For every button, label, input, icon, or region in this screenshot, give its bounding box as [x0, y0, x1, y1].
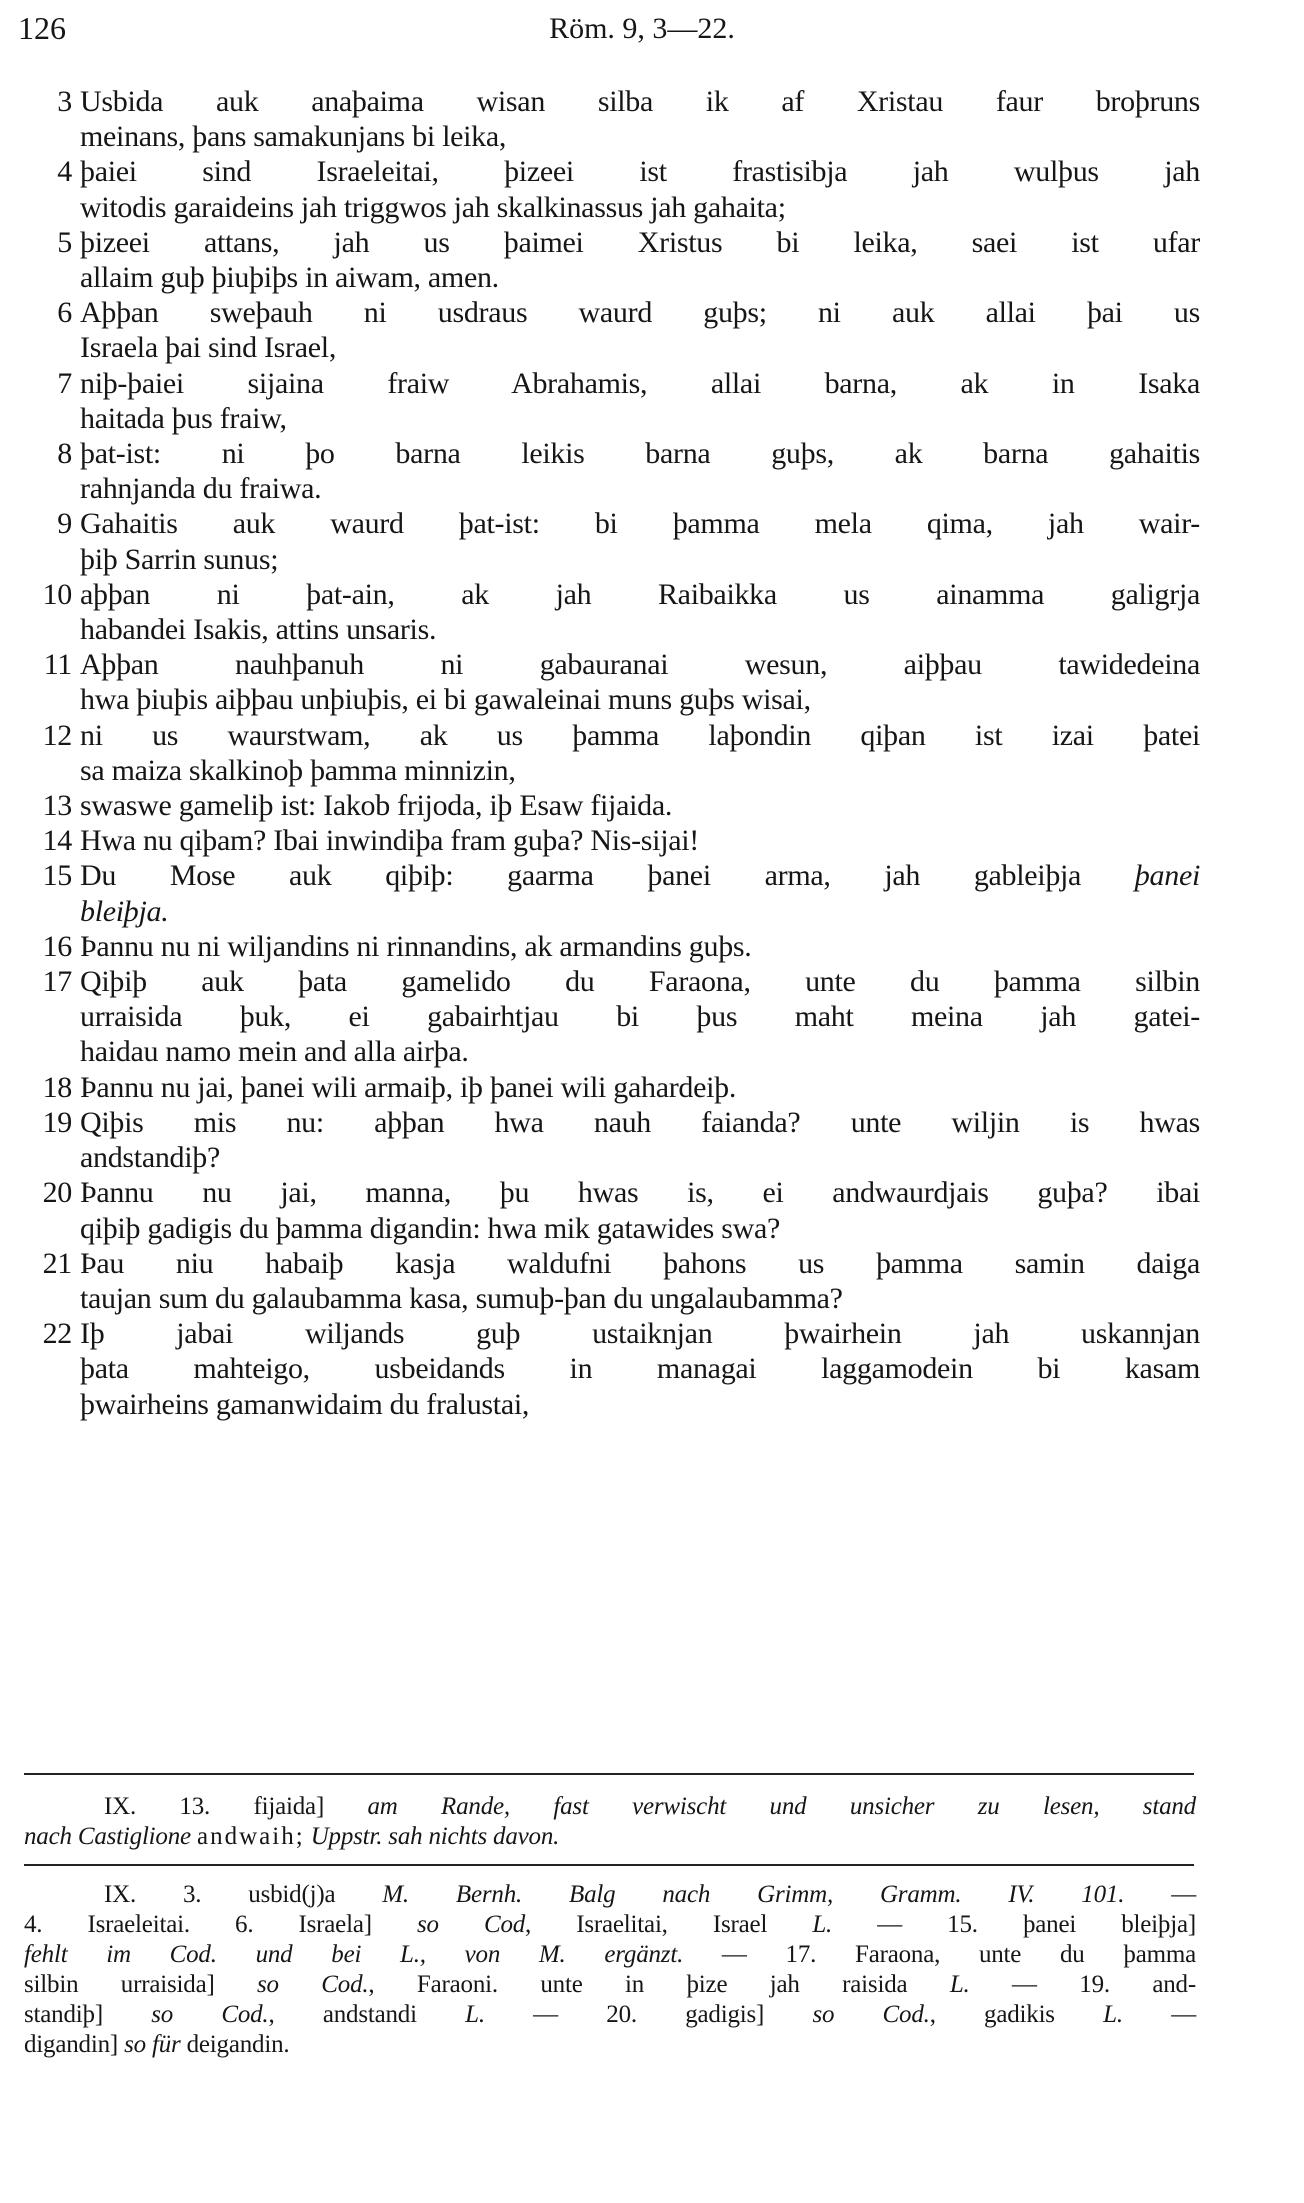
- footnote-2-line: [24, 2000, 1196, 2030]
- verse-line-text: Qiþis mis nu: aþþan hwa nauh faianda? unte wiljin is hwas: [80, 1105, 1200, 1139]
- verse-line-text: Israela þai sind Israel,: [80, 331, 337, 365]
- verse-line: [80, 436, 1200, 471]
- verse-line: [80, 1140, 1200, 1175]
- verse-line: [80, 1105, 1200, 1140]
- verse-16: [30, 929, 1200, 964]
- footnote-text: — 20. gadigis]: [484, 2001, 813, 2028]
- footnote-text: — 17. Faraona, unte du þamma: [683, 1941, 1196, 1968]
- verse-line-text: rahnjanda du fraiwa.: [80, 472, 322, 506]
- footnote-italic: so für: [124, 2031, 181, 2058]
- verse-line: [80, 471, 1200, 506]
- verse-line-text: witodis garaideins jah triggwos jah skalkinassus jah gahaita;: [80, 190, 786, 224]
- footnote-1-line-1: [24, 1792, 1196, 1822]
- verse-19: [30, 1105, 1200, 1175]
- verse-line: [80, 1211, 1200, 1246]
- verse-number: 3: [57, 85, 72, 118]
- verse-line-text: Du Mose auk qiþiþ: gaarma þanei arma, jah gableiþja: [80, 859, 1082, 893]
- verse-number: 22: [42, 1317, 72, 1351]
- footnote-text: , Israelitai, Israel: [525, 1911, 813, 1938]
- verse-line: [80, 718, 1200, 753]
- verse-8: [30, 436, 1200, 506]
- verse-line: [80, 1387, 1200, 1422]
- verse-line-text: taujan sum du galaubamma kasa, sumuþ-þan du ungalaubamma?: [80, 1281, 843, 1315]
- verse-line-text: allaim guþ þiuþiþs in aiwam, amen.: [80, 261, 499, 295]
- verse-line: [80, 330, 1200, 365]
- footnote-text: silbin urraisida]: [24, 1971, 258, 1998]
- footnote-text: deigandin.: [180, 2031, 290, 2058]
- footnote-2-line: [24, 1880, 1196, 1910]
- verse-line: [80, 999, 1200, 1034]
- footnote-italic: L.: [949, 1971, 970, 1998]
- verse-number: 10: [42, 577, 72, 611]
- verse-line-text: Qiþiþ auk þata gamelido du Faraona, unte du þamma silbin: [80, 965, 1200, 999]
- verse-line-text: haitada þus fraiw,: [80, 401, 287, 435]
- footnote-rule-2: [24, 1864, 1194, 1866]
- verse-number: 8: [57, 437, 72, 471]
- footnote-text: , gadikis: [929, 2001, 1104, 2028]
- footnote-1-ref: IX. 13. fijaida]: [104, 1793, 325, 1820]
- verse-italic: þanei: [1134, 859, 1200, 893]
- verse-line-text: Þannu nu jai, manna, þu hwas is, ei andwaurdjais guþa? ibai: [80, 1176, 1200, 1210]
- verse-line: [80, 964, 1200, 999]
- verse-line: [80, 1246, 1200, 1281]
- verse-line-text: habandei Isakis, attins unsaris.: [80, 613, 437, 647]
- verse-line: [80, 295, 1200, 330]
- verse-line-text: Aþþan nauhþanuh ni gabauranai wesun, aiþþau tawidedeina: [80, 648, 1200, 682]
- verse-line: [80, 823, 1200, 858]
- footnote-1-italic-2: nach Castiglione: [24, 1823, 191, 1850]
- verse-number: 11: [43, 648, 72, 682]
- verse-20: [30, 1175, 1200, 1245]
- verse-number: 9: [57, 507, 72, 541]
- footnote-2-line: [24, 2030, 1196, 2060]
- footnote-italic: fehlt im Cod. und bei L., von M. ergänzt.: [24, 1941, 684, 1968]
- verse-9: [30, 506, 1200, 576]
- verse-line: [80, 753, 1200, 788]
- footnote-italic: L.: [465, 2001, 485, 2028]
- running-title: [0, 12, 1304, 46]
- verse-body: [30, 84, 1200, 1422]
- footnote-2-line: [24, 1910, 1196, 1940]
- verse-line-text: bleiþja.: [80, 894, 169, 928]
- verse-line-text: þata mahteigo, usbeidands in managai laggamodein bi kasam: [80, 1352, 1200, 1386]
- footnote-text: — 19. and-: [969, 1971, 1196, 1998]
- verse-line: [80, 788, 1200, 823]
- footnote-1-plain: andwaih;: [197, 1823, 305, 1850]
- footnote-2-line: [24, 1940, 1196, 1970]
- footnote-text: 4. Israeleitai. 6. Israela]: [24, 1911, 417, 1938]
- footnote-italic: so Cod: [417, 1911, 526, 1938]
- verse-7: [30, 366, 1200, 436]
- running-title-text: Röm. 9, 3—22.: [549, 12, 735, 45]
- verse-line: [80, 1070, 1200, 1105]
- verse-number: 19: [42, 1105, 72, 1139]
- verse-line: [80, 858, 1200, 893]
- verse-number: 16: [42, 929, 72, 963]
- verse-number: 17: [42, 965, 72, 999]
- verse-line: [80, 154, 1200, 189]
- verse-line-text: swaswe gameliþ ist: Iakob frijoda, iþ Esaw fijaida.: [80, 789, 673, 823]
- footnote-1-line-2: [24, 1822, 1196, 1852]
- verse-line-text: Þau niu habaiþ kasja waldufni þahons us þamma samin daiga: [80, 1246, 1200, 1280]
- verse-number: 12: [42, 718, 72, 752]
- footnote-1-italic-3: Uppstr. sah nichts davon.: [310, 1823, 560, 1850]
- verse-line-text: þizeei attans, jah us þaimei Xristus bi leika, saei ist ufar: [80, 225, 1200, 259]
- footnote-italic: L.: [1103, 2001, 1123, 2028]
- footnote-text: , Faraoni. unte in þize jah raisida: [368, 1971, 950, 1998]
- footnote-text: standiþ]: [24, 2001, 152, 2028]
- verse-line: [80, 577, 1200, 612]
- verse-15: [30, 858, 1200, 928]
- footnote-1: [24, 1792, 1196, 1852]
- verse-number: 20: [42, 1176, 72, 1210]
- verse-line-text: Usbida auk anaþaima wisan silba ik af Xristau faur broþruns: [80, 85, 1200, 118]
- verse-line-text: niþ-þaiei sijaina fraiw Abrahamis, allai barna, ak in Isaka: [80, 366, 1200, 400]
- footnote-rule-1: [24, 1773, 1194, 1775]
- verse-line-text: Hwa nu qiþam? Ibai inwindiþa fram guþa? Nis-sijai!: [80, 824, 699, 858]
- verse-line-text: urraisida þuk, ei gabairhtjau bi þus maht meina jah gatei-: [80, 1000, 1200, 1034]
- verse-line-text: Aþþan sweþauh ni usdraus waurd guþs; ni auk allai þai us: [80, 296, 1200, 330]
- footnote-2-line: [24, 1970, 1196, 2000]
- verse-14: [30, 823, 1200, 858]
- verse-line: [80, 894, 1200, 929]
- verse-line: [80, 1175, 1200, 1210]
- verse-line: [80, 647, 1200, 682]
- verse-number: 15: [42, 859, 72, 893]
- verse-4: [30, 154, 1200, 224]
- verse-line: [80, 119, 1200, 154]
- verse-line: [80, 225, 1200, 260]
- verse-line-text: haidau namo mein and alla airþa.: [80, 1035, 469, 1069]
- verse-number: 4: [57, 155, 72, 189]
- footnote-1-italic-1: am Rande, fast verwischt und unsicher zu lesen, stand: [367, 1793, 1196, 1820]
- verse-22: [30, 1316, 1200, 1422]
- verse-18: [30, 1070, 1200, 1105]
- verse-line-text: Iþ jabai wiljands guþ ustaiknjan þwairhein jah uskannjan: [80, 1317, 1200, 1351]
- verse-number: 14: [42, 824, 72, 858]
- footnote-text: , andstandi: [268, 2001, 466, 2028]
- verse-line-text: qiþiþ gadigis du þamma digandin: hwa mik gatawides swa?: [80, 1211, 781, 1245]
- footnote-text: — 15. þanei bleiþja]: [832, 1911, 1196, 1938]
- verse-number: 21: [42, 1246, 72, 1280]
- verse-line: [80, 929, 1200, 964]
- footnote-text: —: [1124, 1881, 1196, 1908]
- verse-number: 13: [42, 789, 72, 823]
- verse-line-text: þaiei sind Israeleitai, þizeei ist frastisibja jah wulþus jah: [80, 155, 1200, 189]
- footnote-italic: M. Bernh. Balg nach Grimm, Gramm. IV. 101.: [382, 1881, 1125, 1908]
- verse-line-text: hwa þiuþis aiþþau unþiuþis, ei bi gawaleinai muns guþs wisai,: [80, 683, 811, 717]
- verse-line-text: sa maiza skalkinoþ þamma minnizin,: [80, 753, 516, 787]
- verse-line: [80, 1034, 1200, 1069]
- verse-11: [30, 647, 1200, 717]
- verse-line: [80, 366, 1200, 401]
- verse-line-text: meinans, þans samakunjans bi leika,: [80, 120, 507, 154]
- footnote-italic: L.: [812, 1911, 833, 1938]
- verse-number: 18: [42, 1070, 72, 1104]
- verse-line: [80, 542, 1200, 577]
- verse-line: [80, 84, 1200, 119]
- verse-line-text: aþþan ni þat-ain, ak jah Raibaikka us ainamma galigrja: [80, 577, 1200, 611]
- verse-line-text: ni us waurstwam, ak us þamma laþondin qiþan ist izai þatei: [80, 718, 1200, 752]
- verse-line: [80, 1351, 1200, 1386]
- verse-line-text: þiþ Sarrin sunus;: [80, 542, 279, 576]
- footnote-2: [24, 1880, 1196, 2060]
- footnote-italic: so Cod.: [812, 2001, 930, 2028]
- verse-line-text: þat-ist: ni þo barna leikis barna guþs, ak barna gahaitis: [80, 437, 1200, 471]
- verse-line-text: Gahaitis auk waurd þat-ist: bi þamma mela qima, jah wair-: [80, 507, 1200, 541]
- verse-5: [30, 225, 1200, 295]
- footnote-text: —: [1122, 2001, 1196, 2028]
- verse-number: 7: [57, 366, 72, 400]
- verse-6: [30, 295, 1200, 365]
- verse-line: [80, 190, 1200, 225]
- verse-line-text: þwairheins gamanwidaim du fralustai,: [80, 1387, 530, 1421]
- verse-line-text: andstandiþ?: [80, 1141, 220, 1175]
- verse-line: [80, 401, 1200, 436]
- verse-3: [30, 84, 1200, 154]
- verse-line: [80, 506, 1200, 541]
- footnote-italic: so Cod.: [151, 2001, 269, 2028]
- verse-line: [80, 682, 1200, 717]
- verse-21: [30, 1246, 1200, 1316]
- verse-line-text: Þannu nu jai, þanei wili armaiþ, iþ þanei wili gahardeiþ.: [80, 1070, 737, 1104]
- verse-number: 5: [57, 225, 72, 259]
- verse-number: 6: [57, 296, 72, 330]
- verse-line: [80, 612, 1200, 647]
- page-number: 126: [18, 10, 66, 46]
- verse-line: [80, 1281, 1200, 1316]
- footnote-text: IX. 3. usbid(j)a: [104, 1881, 383, 1908]
- verse-12: [30, 718, 1200, 788]
- footnote-italic: so Cod.: [257, 1971, 369, 1998]
- verse-13: [30, 788, 1200, 823]
- verse-line: [80, 1316, 1200, 1351]
- verse-17: [30, 964, 1200, 1070]
- footnote-text: digandin]: [24, 2031, 125, 2058]
- verse-10: [30, 577, 1200, 647]
- verse-line: [80, 260, 1200, 295]
- verse-line-text: Þannu nu ni wiljandins ni rinnandins, ak armandins guþs.: [80, 929, 752, 963]
